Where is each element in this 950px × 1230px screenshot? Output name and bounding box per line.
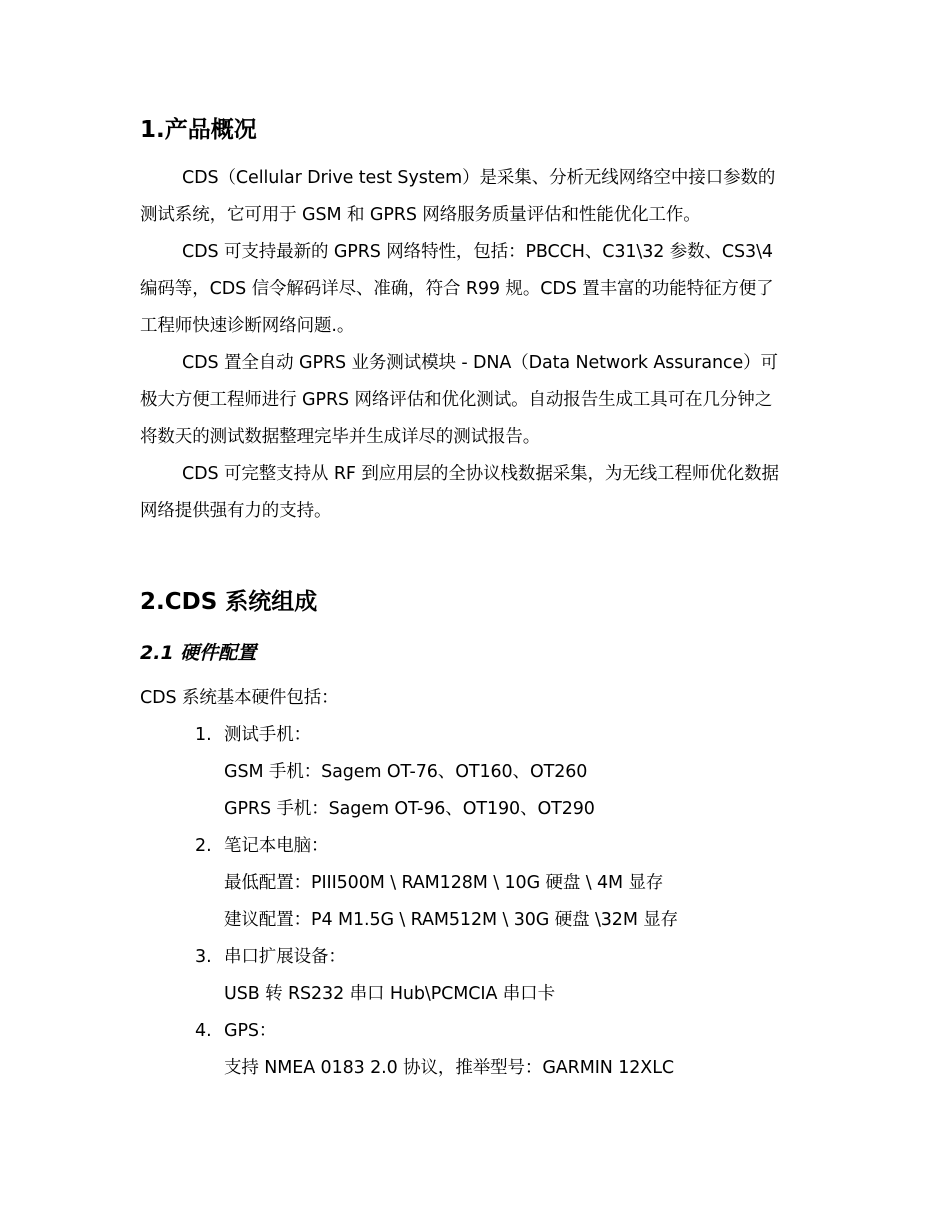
- paragraph-2: [140, 234, 830, 345]
- list-item-detail: GPRS 手机：Sagem OT-96、OT190、OT290: [224, 799, 595, 819]
- paragraph-3-line-1: CDS 置全自动 GPRS 业务测试模块 - DNA（Data Network Assurance）可: [182, 353, 778, 373]
- paragraph-3-line-2: 极大方便工程师进行 GPRS 网络评估和优化测试。自动报告生成工具可在几分钟之: [140, 390, 773, 410]
- subsection-2-1-heading: 2.1 硬件配置: [140, 642, 257, 664]
- list-item-label: 测试手机：: [224, 725, 311, 745]
- hardware-list: [140, 717, 830, 1087]
- list-number: 3.: [195, 947, 212, 967]
- list-item-detail: 支持 NMEA 0183 2.0 协议，推举型号：GARMIN 12XLC: [224, 1058, 674, 1078]
- paragraph-3-line-3: 将数天的测试数据整理完毕并生成详尽的测试报告。: [140, 427, 541, 447]
- list-item-gps: [140, 1013, 830, 1050]
- paragraph-1-line-2: 测试系统，它可用于 GSM 和 GPRS 网络服务质量评估和性能优化工作。: [140, 205, 701, 225]
- paragraph-2-line-3: 工程师快速诊断网络问题.。: [140, 316, 355, 336]
- paragraph-1-line-1: CDS（Cellular Drive test System）是采集、分析无线网络空中接口参数的: [182, 168, 776, 188]
- list-number: 2.: [195, 836, 212, 856]
- list-item-detail: GSM 手机：Sagem OT-76、OT160、OT260: [224, 762, 588, 782]
- paragraph-2-line-2: 编码等，CDS 信令解码详尽、准确，符合 R99 规。CDS 置丰富的功能特征方便了: [140, 279, 774, 299]
- list-item-detail: 最低配置：PIII500M \ RAM128M \ 10G 硬盘 \ 4M 显存: [224, 873, 664, 893]
- paragraph-4-line-2: 网络提供强有力的支持。: [140, 501, 332, 521]
- list-item-phones: [140, 717, 830, 754]
- list-item-label: 笔记本电脑：: [224, 836, 329, 856]
- list-item-label: GPS：: [224, 1021, 277, 1041]
- paragraph-1: [140, 160, 830, 234]
- list-item-detail: USB 转 RS232 串口 Hub\PCMCIA 串口卡: [224, 984, 555, 1004]
- list-item-detail: 建议配置：P4 M1.5G \ RAM512M \ 30G 硬盘 \32M 显存: [224, 910, 679, 930]
- paragraph-4: [140, 456, 830, 530]
- list-number: 4.: [195, 1021, 212, 1041]
- paragraph-4-line-1: CDS 可完整支持从 RF 到应用层的全协议栈数据采集，为无线工程师优化数据: [182, 464, 779, 484]
- hardware-intro: CDS 系统基本硬件包括：: [140, 688, 339, 708]
- paragraph-2-line-1: CDS 可支持最新的 GPRS 网络特性，包括：PBCCH、C31\32 参数、CS3\4: [182, 242, 773, 262]
- section-1-heading: 1.产品概况: [140, 117, 257, 143]
- list-item-laptop: [140, 828, 830, 865]
- document-content: [140, 112, 830, 1087]
- section-1-body: [140, 160, 830, 530]
- list-item-label: 串口扩展设备：: [224, 947, 346, 967]
- section-2-heading: 2.CDS 系统组成: [140, 589, 318, 615]
- list-item-serial: [140, 939, 830, 976]
- paragraph-3: [140, 345, 830, 456]
- list-number: 1.: [195, 725, 212, 745]
